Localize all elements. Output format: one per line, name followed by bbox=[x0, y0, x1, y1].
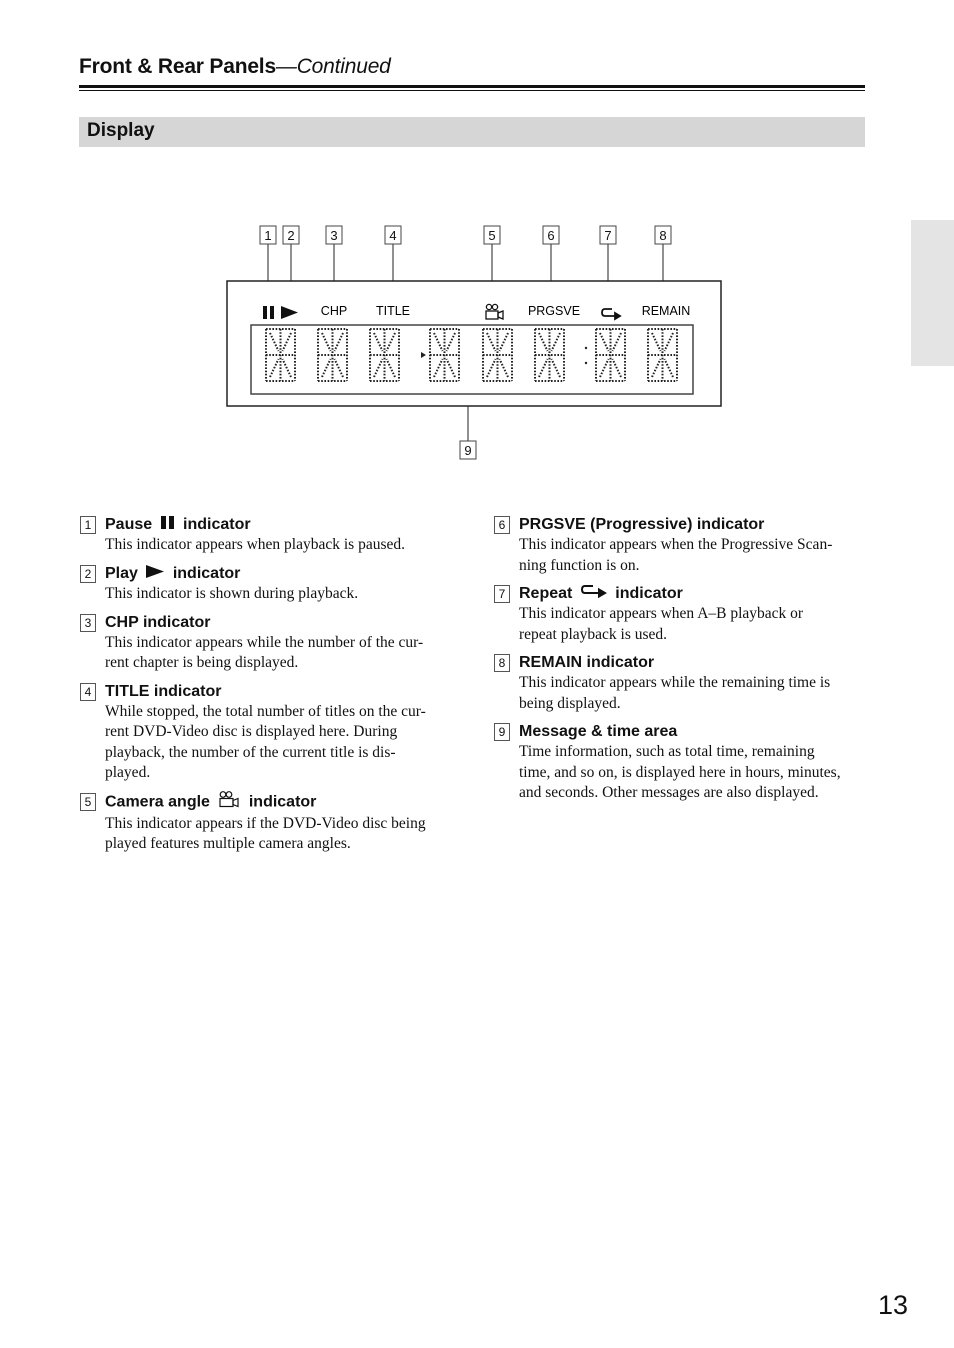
callout-number: 6 bbox=[547, 228, 555, 243]
item-title bbox=[519, 721, 863, 742]
item-title-suffix: indicator bbox=[615, 585, 683, 602]
indicator-item-1 bbox=[79, 514, 449, 556]
item-description bbox=[105, 584, 449, 605]
repeat-icon bbox=[580, 583, 608, 604]
description-line: While stopped, the total number of titles on the cur- bbox=[105, 702, 426, 720]
title-label: TITLE bbox=[375, 304, 411, 318]
callout-9 bbox=[460, 441, 476, 459]
item-title bbox=[105, 612, 449, 633]
item-description bbox=[105, 702, 449, 784]
callout-number: 5 bbox=[488, 228, 496, 243]
item-title bbox=[105, 514, 449, 535]
item-number: 5 bbox=[80, 793, 96, 811]
item-title-text: Message & time area bbox=[519, 723, 678, 741]
callout-number: 8 bbox=[659, 228, 667, 243]
indicator-item-6 bbox=[493, 514, 863, 576]
item-title-text: PRGSVE (Progressive) indicator bbox=[519, 516, 765, 533]
indicator-item-3 bbox=[79, 612, 449, 674]
item-number: 2 bbox=[80, 565, 96, 583]
description-line: This indicator appears if the DVD-Video disc being bbox=[105, 814, 426, 832]
page-title: Front & Rear Panels—Continued bbox=[79, 55, 391, 78]
item-number: 9 bbox=[494, 723, 510, 741]
pause-icon bbox=[160, 514, 176, 535]
item-description bbox=[105, 633, 449, 674]
chp-label: CHP bbox=[320, 304, 348, 318]
item-title bbox=[519, 652, 863, 673]
description-line: playback, the number of the current title is dis- bbox=[105, 743, 396, 761]
camera-angle-icon bbox=[217, 791, 241, 814]
item-description bbox=[519, 604, 863, 645]
item-title bbox=[105, 681, 449, 702]
callout-5 bbox=[484, 226, 500, 244]
description-line: and seconds. Other messages are also displayed. bbox=[519, 784, 819, 802]
remain-label: REMAIN bbox=[641, 304, 691, 318]
display-panel-frame bbox=[227, 281, 721, 406]
item-title bbox=[519, 583, 863, 604]
callout-7 bbox=[600, 226, 616, 244]
item-number: 1 bbox=[80, 516, 96, 534]
item-number: 6 bbox=[494, 516, 510, 534]
item-description bbox=[519, 742, 863, 804]
description-line: This indicator appears when playback is paused. bbox=[105, 536, 406, 554]
description-line: rent chapter is being displayed. bbox=[105, 654, 299, 672]
item-title-text: TITLE indicator bbox=[105, 682, 222, 700]
description-line: This indicator appears when A–B playback or bbox=[519, 605, 804, 623]
callout-2 bbox=[283, 226, 299, 244]
item-title-text: CHP indicator bbox=[105, 613, 211, 631]
description-line: repeat playback is used. bbox=[519, 625, 668, 643]
description-line: time, and so on, is displayed here in hours, minutes, bbox=[519, 763, 841, 781]
description-line: ning function is on. bbox=[519, 556, 640, 574]
item-title bbox=[105, 791, 449, 814]
indicator-item-2 bbox=[79, 563, 449, 605]
callout-4 bbox=[385, 226, 401, 244]
page-number: 13 bbox=[878, 1290, 909, 1320]
callout-number: 3 bbox=[330, 228, 338, 243]
callout-number: 9 bbox=[464, 443, 472, 458]
item-title-text: Repeat bbox=[519, 585, 573, 602]
indicator-item-8 bbox=[493, 652, 863, 714]
item-number: 7 bbox=[494, 585, 510, 603]
item-title bbox=[519, 514, 863, 535]
description-line: Time information, such as total time, remaining bbox=[519, 743, 815, 761]
description-line: This indicator appears while the number of the cur- bbox=[105, 633, 424, 651]
indicator-item-9 bbox=[493, 721, 863, 804]
item-title-suffix: indicator bbox=[183, 516, 251, 533]
callout-6 bbox=[543, 226, 559, 244]
items-column-left bbox=[79, 514, 449, 862]
callout-3 bbox=[326, 226, 342, 244]
play-icon bbox=[145, 563, 165, 584]
callout-8 bbox=[655, 226, 671, 244]
indicator-item-4 bbox=[79, 681, 449, 784]
colon-dot bbox=[585, 347, 587, 349]
indicator-item-7 bbox=[493, 583, 863, 645]
colon-dot bbox=[585, 362, 587, 364]
item-description bbox=[105, 535, 449, 556]
item-title-text: Camera angle bbox=[105, 793, 210, 811]
callout-number: 4 bbox=[389, 228, 397, 243]
description-line: played. bbox=[105, 764, 151, 782]
item-title bbox=[105, 563, 449, 584]
item-title-text: Play bbox=[105, 564, 138, 582]
item-title-suffix: indicator bbox=[248, 793, 317, 811]
callout-1 bbox=[260, 226, 276, 244]
items-column-right bbox=[493, 514, 863, 811]
item-title-text: Pause bbox=[105, 516, 153, 533]
prgsve-label: PRGSVE bbox=[527, 304, 581, 318]
description-line: This indicator is shown during playback. bbox=[105, 585, 359, 603]
item-number: 4 bbox=[80, 683, 96, 701]
callout-number: 2 bbox=[287, 228, 295, 243]
description-line: played features multiple camera angles. bbox=[105, 835, 351, 853]
item-title-text: REMAIN indicator bbox=[519, 654, 655, 672]
description-line: This indicator appears while the remaining time is bbox=[519, 674, 831, 692]
item-title-suffix: indicator bbox=[172, 564, 241, 582]
item-number: 8 bbox=[494, 654, 510, 672]
display-diagram bbox=[0, 0, 954, 480]
description-line: rent DVD-Video disc is displayed here. During bbox=[105, 723, 398, 741]
callout-number: 1 bbox=[264, 228, 272, 243]
description-line: being displayed. bbox=[519, 694, 621, 712]
continued-label: —Continued bbox=[275, 55, 391, 78]
callout-number: 7 bbox=[604, 228, 612, 243]
item-description bbox=[519, 673, 863, 714]
section-title: Display bbox=[87, 120, 155, 141]
description-line: This indicator appears when the Progressive Scan- bbox=[519, 536, 833, 553]
item-number: 3 bbox=[80, 614, 96, 632]
item-description bbox=[105, 814, 449, 855]
item-description bbox=[519, 535, 863, 576]
indicator-item-5 bbox=[79, 791, 449, 855]
